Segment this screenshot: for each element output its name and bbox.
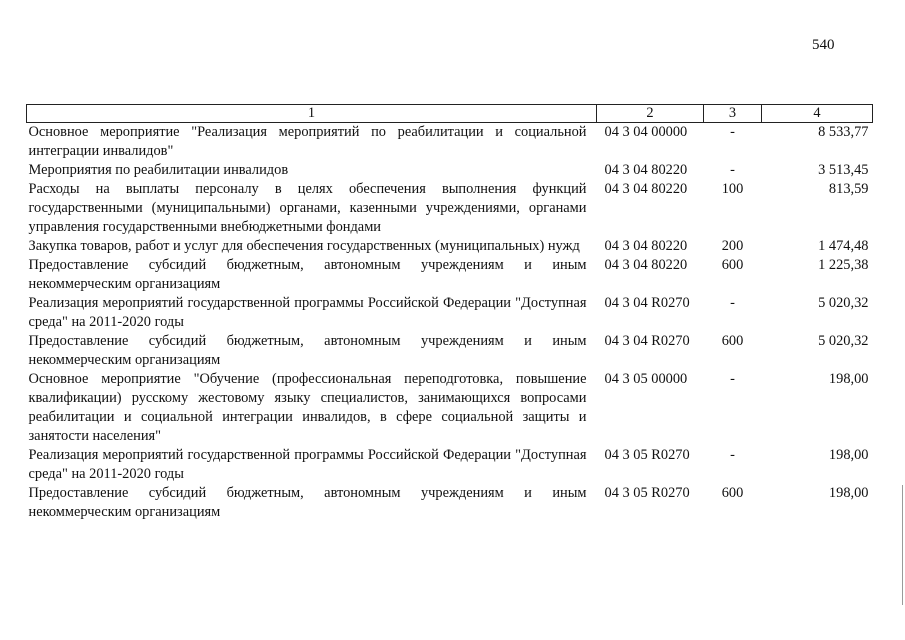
row-amount: 813,59 (828, 181, 869, 197)
table-row (27, 123, 873, 162)
row-expense-type: 600 (721, 485, 744, 501)
row-expense-type: 100 (721, 181, 744, 197)
row-amount: 198,00 (828, 485, 869, 501)
table-row (27, 256, 873, 294)
budget-table (26, 104, 873, 522)
row-expense-type: - (730, 371, 735, 387)
table-row (27, 332, 873, 370)
column-header-4: 4 (762, 105, 873, 123)
table-row (27, 294, 873, 332)
row-amount: 1 225,38 (818, 257, 869, 273)
table-header-row (27, 105, 873, 123)
table-row (27, 237, 873, 256)
table-row (27, 161, 873, 180)
page-number: 540 (812, 37, 835, 53)
row-amount: 8 533,77 (818, 124, 869, 140)
row-name: Предоставление субсидий бюджетным, автономным учреждениям и иным некоммерческим организациям (28, 333, 587, 368)
row-expense-type: - (730, 162, 735, 178)
row-name: Основное мероприятие "Реализация мероприятий по реабилитации и социальной интеграции инвалидов" (28, 124, 587, 159)
row-expense-type: - (730, 295, 735, 311)
row-code: 04 3 04 80220 (604, 257, 688, 273)
row-code: 04 3 05 R0270 (604, 447, 690, 463)
column-header-2: 2 (597, 105, 704, 123)
table-row (27, 370, 873, 446)
row-code: 04 3 04 R0270 (604, 333, 690, 349)
row-name: Мероприятия по реабилитации инвалидов (28, 162, 289, 178)
row-name: Реализация мероприятий государственной программы Российской Федерации "Доступная среда" на 2011-2020 годы (28, 295, 587, 330)
row-amount: 198,00 (828, 371, 869, 387)
row-name: Предоставление субсидий бюджетным, автономным учреждениям и иным некоммерческим организациям (28, 257, 587, 292)
row-name: Закупка товаров, работ и услуг для обеспечения государственных (муниципальных) нужд (28, 238, 580, 254)
row-code: 04 3 04 80220 (604, 162, 688, 178)
row-name: Основное мероприятие "Обучение (профессиональная переподготовка, повышение квалификации) русскому жестовому языку специалистов, занимающихся вопросами реабилитации и социальной интеграции инвалидов, в сфере социальной защиты и занятости населения" (28, 371, 587, 444)
row-amount: 1 474,48 (818, 238, 869, 254)
column-header-3: 3 (704, 105, 762, 123)
row-name: Расходы на выплаты персоналу в целях обеспечения выполнения функций государственными (муниципальными) органами, казенными учреждениями, органами управления государственными внебюджетными фондами (28, 181, 587, 235)
row-code: 04 3 05 R0270 (604, 485, 690, 501)
table-row (27, 446, 873, 484)
row-expense-type: - (730, 124, 735, 140)
scan-edge-line (902, 485, 903, 605)
row-code: 04 3 05 00000 (604, 371, 688, 387)
table-row (27, 484, 873, 522)
row-code: 04 3 04 80220 (604, 181, 688, 197)
row-code: 04 3 04 80220 (604, 238, 688, 254)
table-row (27, 180, 873, 237)
row-amount: 198,00 (828, 447, 869, 463)
row-code: 04 3 04 R0270 (604, 295, 690, 311)
row-expense-type: 600 (721, 333, 744, 349)
row-expense-type: - (730, 447, 735, 463)
row-amount: 5 020,32 (818, 333, 869, 349)
row-name: Реализация мероприятий государственной программы Российской Федерации "Доступная среда" на 2011-2020 годы (28, 447, 587, 482)
row-amount: 3 513,45 (818, 162, 869, 178)
column-header-1: 1 (27, 105, 597, 123)
row-expense-type: 200 (721, 238, 744, 254)
row-name: Предоставление субсидий бюджетным, автономным учреждениям и иным некоммерческим организациям (28, 485, 587, 520)
row-code: 04 3 04 00000 (604, 124, 688, 140)
row-expense-type: 600 (721, 257, 744, 273)
row-amount: 5 020,32 (818, 295, 869, 311)
